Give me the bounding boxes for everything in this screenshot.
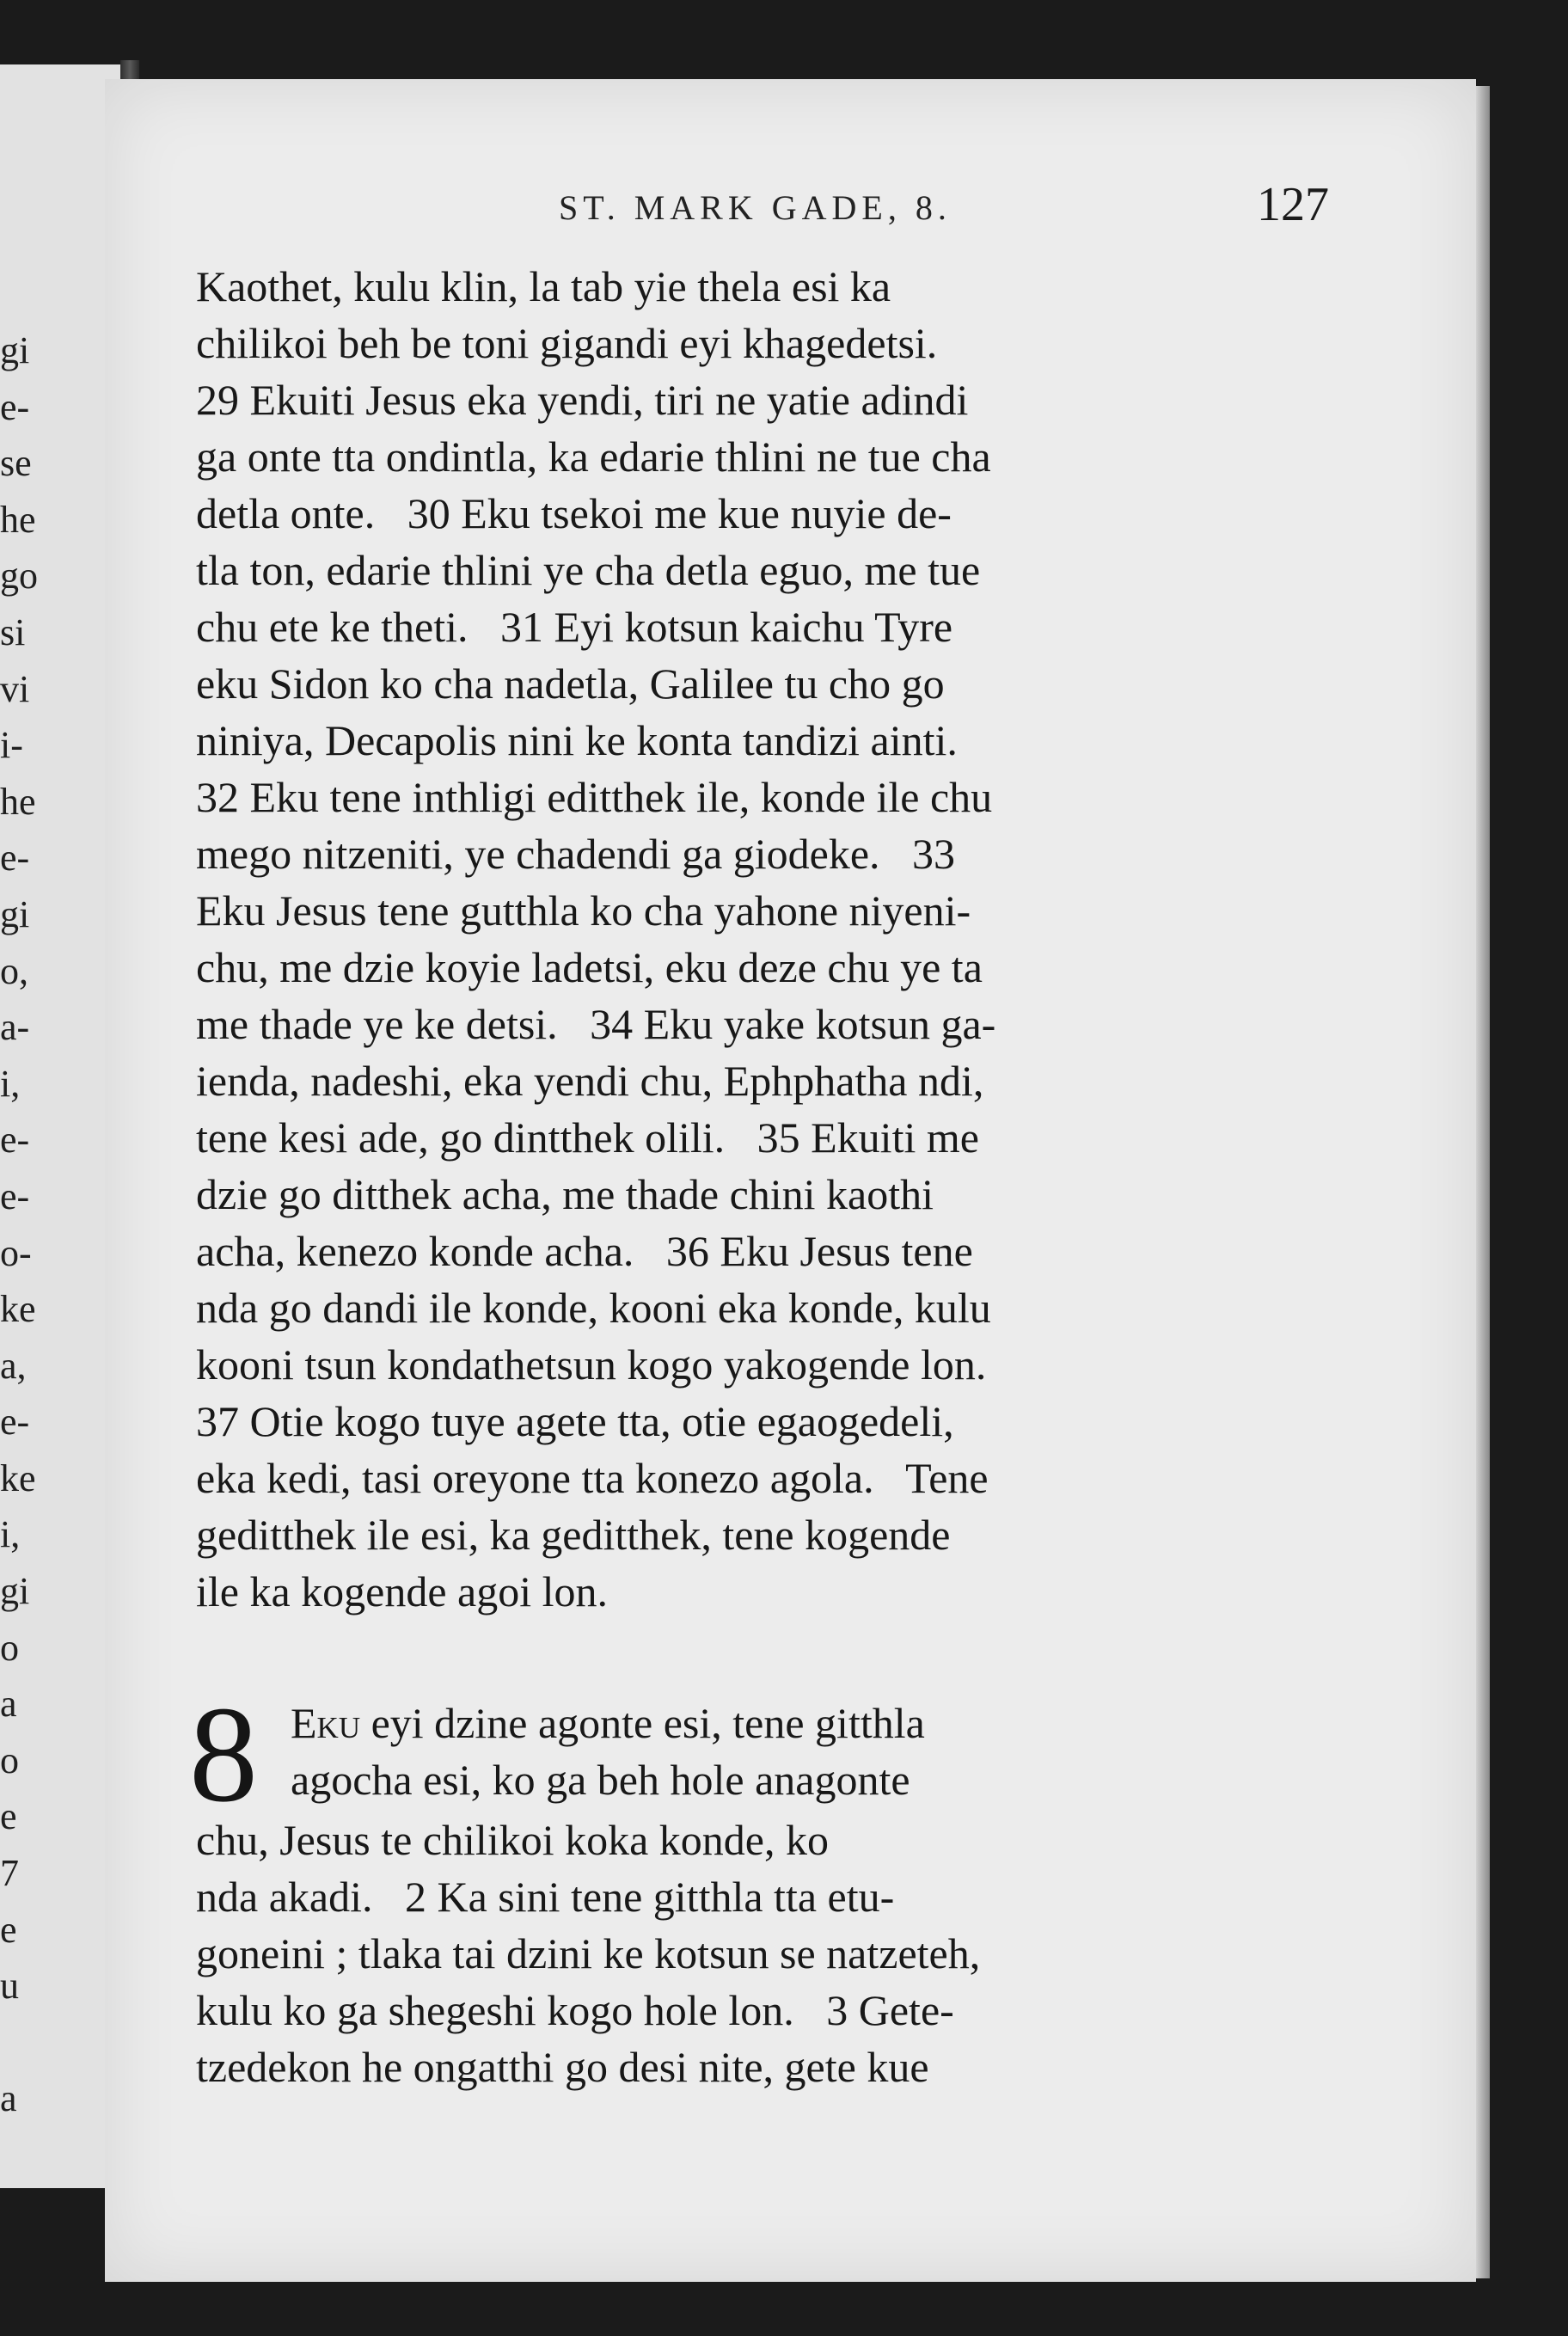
facing-page-fragment: e- bbox=[0, 837, 30, 880]
verse-text-block bbox=[196, 258, 1339, 1620]
text-line: detla onte. 30 Eku tsekoi me kue nuyie de- bbox=[196, 489, 952, 537]
text-line: tene kesi ade, go dintthek olili. 35 Ekuiti me bbox=[196, 1113, 979, 1162]
text-line: eku Sidon ko cha nadetla, Galilee tu cho go bbox=[196, 659, 945, 708]
facing-page-fragment: u bbox=[0, 1965, 19, 2008]
facing-page-fragment: a bbox=[0, 1683, 17, 1726]
facing-page-fragment: e- bbox=[0, 1401, 30, 1444]
facing-page-fragment: e- bbox=[0, 1119, 30, 1162]
facing-page-fragment: e bbox=[0, 1908, 17, 1951]
facing-page-fragment: a- bbox=[0, 1006, 30, 1049]
facing-page-fragment: gi bbox=[0, 329, 30, 371]
text-line: kooni tsun kondathetsun kogo yakogende lon. bbox=[196, 1340, 987, 1389]
text-line: 32 Eku tene inthligi editthek ile, konde ile chu bbox=[196, 773, 993, 821]
text-line: kulu ko ga shegeshi kogo hole lon. 3 Gete- bbox=[196, 1986, 954, 2034]
chapter-second-line: agocha esi, ko ga beh hole anagonte bbox=[291, 1756, 910, 1804]
text-line: ga onte tta ondintla, ka edarie thlini ne tue cha bbox=[196, 432, 991, 481]
facing-page-fragment: o- bbox=[0, 1231, 32, 1274]
text-line: 37 Otie kogo tuye agete tta, otie egaogedeli, bbox=[196, 1397, 954, 1445]
facing-page-fragment: e- bbox=[0, 1174, 30, 1217]
page-edge bbox=[1476, 86, 1490, 2278]
text-line: niniya, Decapolis nini ke konta tandizi ainti. bbox=[196, 716, 958, 764]
text-line: nda go dandi ile konde, kooni eka konde, kulu bbox=[196, 1284, 991, 1332]
facing-page-fragment: o bbox=[0, 1626, 19, 1669]
facing-page-fragment: vi bbox=[0, 667, 30, 710]
chapter-first-line-rest: eyi dzine agonte esi, tene gitthla bbox=[360, 1699, 925, 1747]
facing-page-fragment: i, bbox=[0, 1062, 21, 1105]
text-line: eka kedi, tasi oreyone tta konezo agola. Tene bbox=[196, 1454, 989, 1502]
running-head: ST. MARK GADE, 8. bbox=[559, 188, 952, 227]
facing-page-fragment: 7 bbox=[0, 1852, 19, 1895]
chapter-first-word: Eku bbox=[291, 1699, 361, 1747]
facing-page-fragment: i- bbox=[0, 724, 23, 767]
chapter-first-line bbox=[291, 1698, 925, 1748]
text-line: geditthek ile esi, ka geditthek, tene kogende bbox=[196, 1511, 951, 1559]
facing-page-fragment: gi bbox=[0, 892, 30, 935]
facing-page-fragment: ke bbox=[0, 1288, 36, 1331]
facing-page-fragment: si bbox=[0, 610, 26, 653]
text-line: acha, kenezo konde acha. 36 Eku Jesus tene bbox=[196, 1227, 973, 1275]
text-line: mego nitzeniti, ye chadendi ga giodeke. 33 bbox=[196, 830, 956, 878]
page-number: 127 bbox=[1257, 178, 1329, 231]
facing-page-fragment: gi bbox=[0, 1570, 30, 1613]
text-line: goneini ; tlaka tai dzini ke kotsun se natzeteh, bbox=[196, 1929, 981, 1977]
text-line: ile ka kogende agoi lon. bbox=[196, 1567, 609, 1616]
facing-page-fragment: he bbox=[0, 498, 36, 541]
facing-page-fragment: go bbox=[0, 555, 38, 598]
text-line: nda akadi. 2 Ka sini tene gitthla tta etu- bbox=[196, 1873, 895, 1921]
text-line: chu, Jesus te chilikoi koka konde, ko bbox=[196, 1816, 829, 1864]
facing-page-fragment: se bbox=[0, 442, 32, 485]
facing-page-fragment: i, bbox=[0, 1513, 21, 1556]
facing-page bbox=[0, 64, 120, 2188]
facing-page-fragment: a, bbox=[0, 1344, 27, 1387]
text-line: Eku Jesus tene gutthla ko cha yahone niyeni- bbox=[196, 886, 971, 935]
text-line: tzedekon he ongatthi go desi nite, gete kue bbox=[196, 2043, 929, 2091]
facing-page-fragment: o, bbox=[0, 949, 28, 992]
facing-page-fragment: o bbox=[0, 1738, 19, 1781]
facing-page-fragment: a bbox=[0, 2077, 17, 2120]
text-line: Kaothet, kulu klin, la tab yie thela esi ka bbox=[196, 262, 891, 310]
text-line: tla ton, edarie thlini ye cha detla eguo, me tue bbox=[196, 546, 981, 594]
facing-page-fragment bbox=[0, 2014, 34, 2071]
chapter-text-block bbox=[196, 1812, 1339, 2095]
text-line: 29 Ekuiti Jesus eka yendi, tiri ne yatie adindi bbox=[196, 376, 969, 424]
facing-page-fragment: e- bbox=[0, 385, 30, 428]
text-line: chu, me dzie koyie ladetsi, eku deze chu ye ta bbox=[196, 943, 983, 991]
facing-page-fragment: ke bbox=[0, 1456, 36, 1499]
text-line: iendа, nadeshi, eka yendi chu, Ephphatha ndi, bbox=[196, 1057, 984, 1105]
text-line: dzie go ditthek acha, me thade chini kaothi bbox=[196, 1170, 934, 1218]
chapter-number: 8 bbox=[189, 1677, 258, 1830]
text-line: chu ete ke theti. 31 Eyi kotsun kaichu Tyre bbox=[196, 603, 953, 651]
text-line: chilikoi beh be toni gigandi eyi khagedetsi. bbox=[196, 319, 938, 367]
facing-page-fragment: e bbox=[0, 1795, 17, 1838]
facing-page-text-fragments bbox=[0, 322, 38, 2127]
text-line: me thade ye ke detsi. 34 Eku yake kotsun ga- bbox=[196, 1000, 996, 1048]
facing-page-fragment: he bbox=[0, 780, 36, 823]
